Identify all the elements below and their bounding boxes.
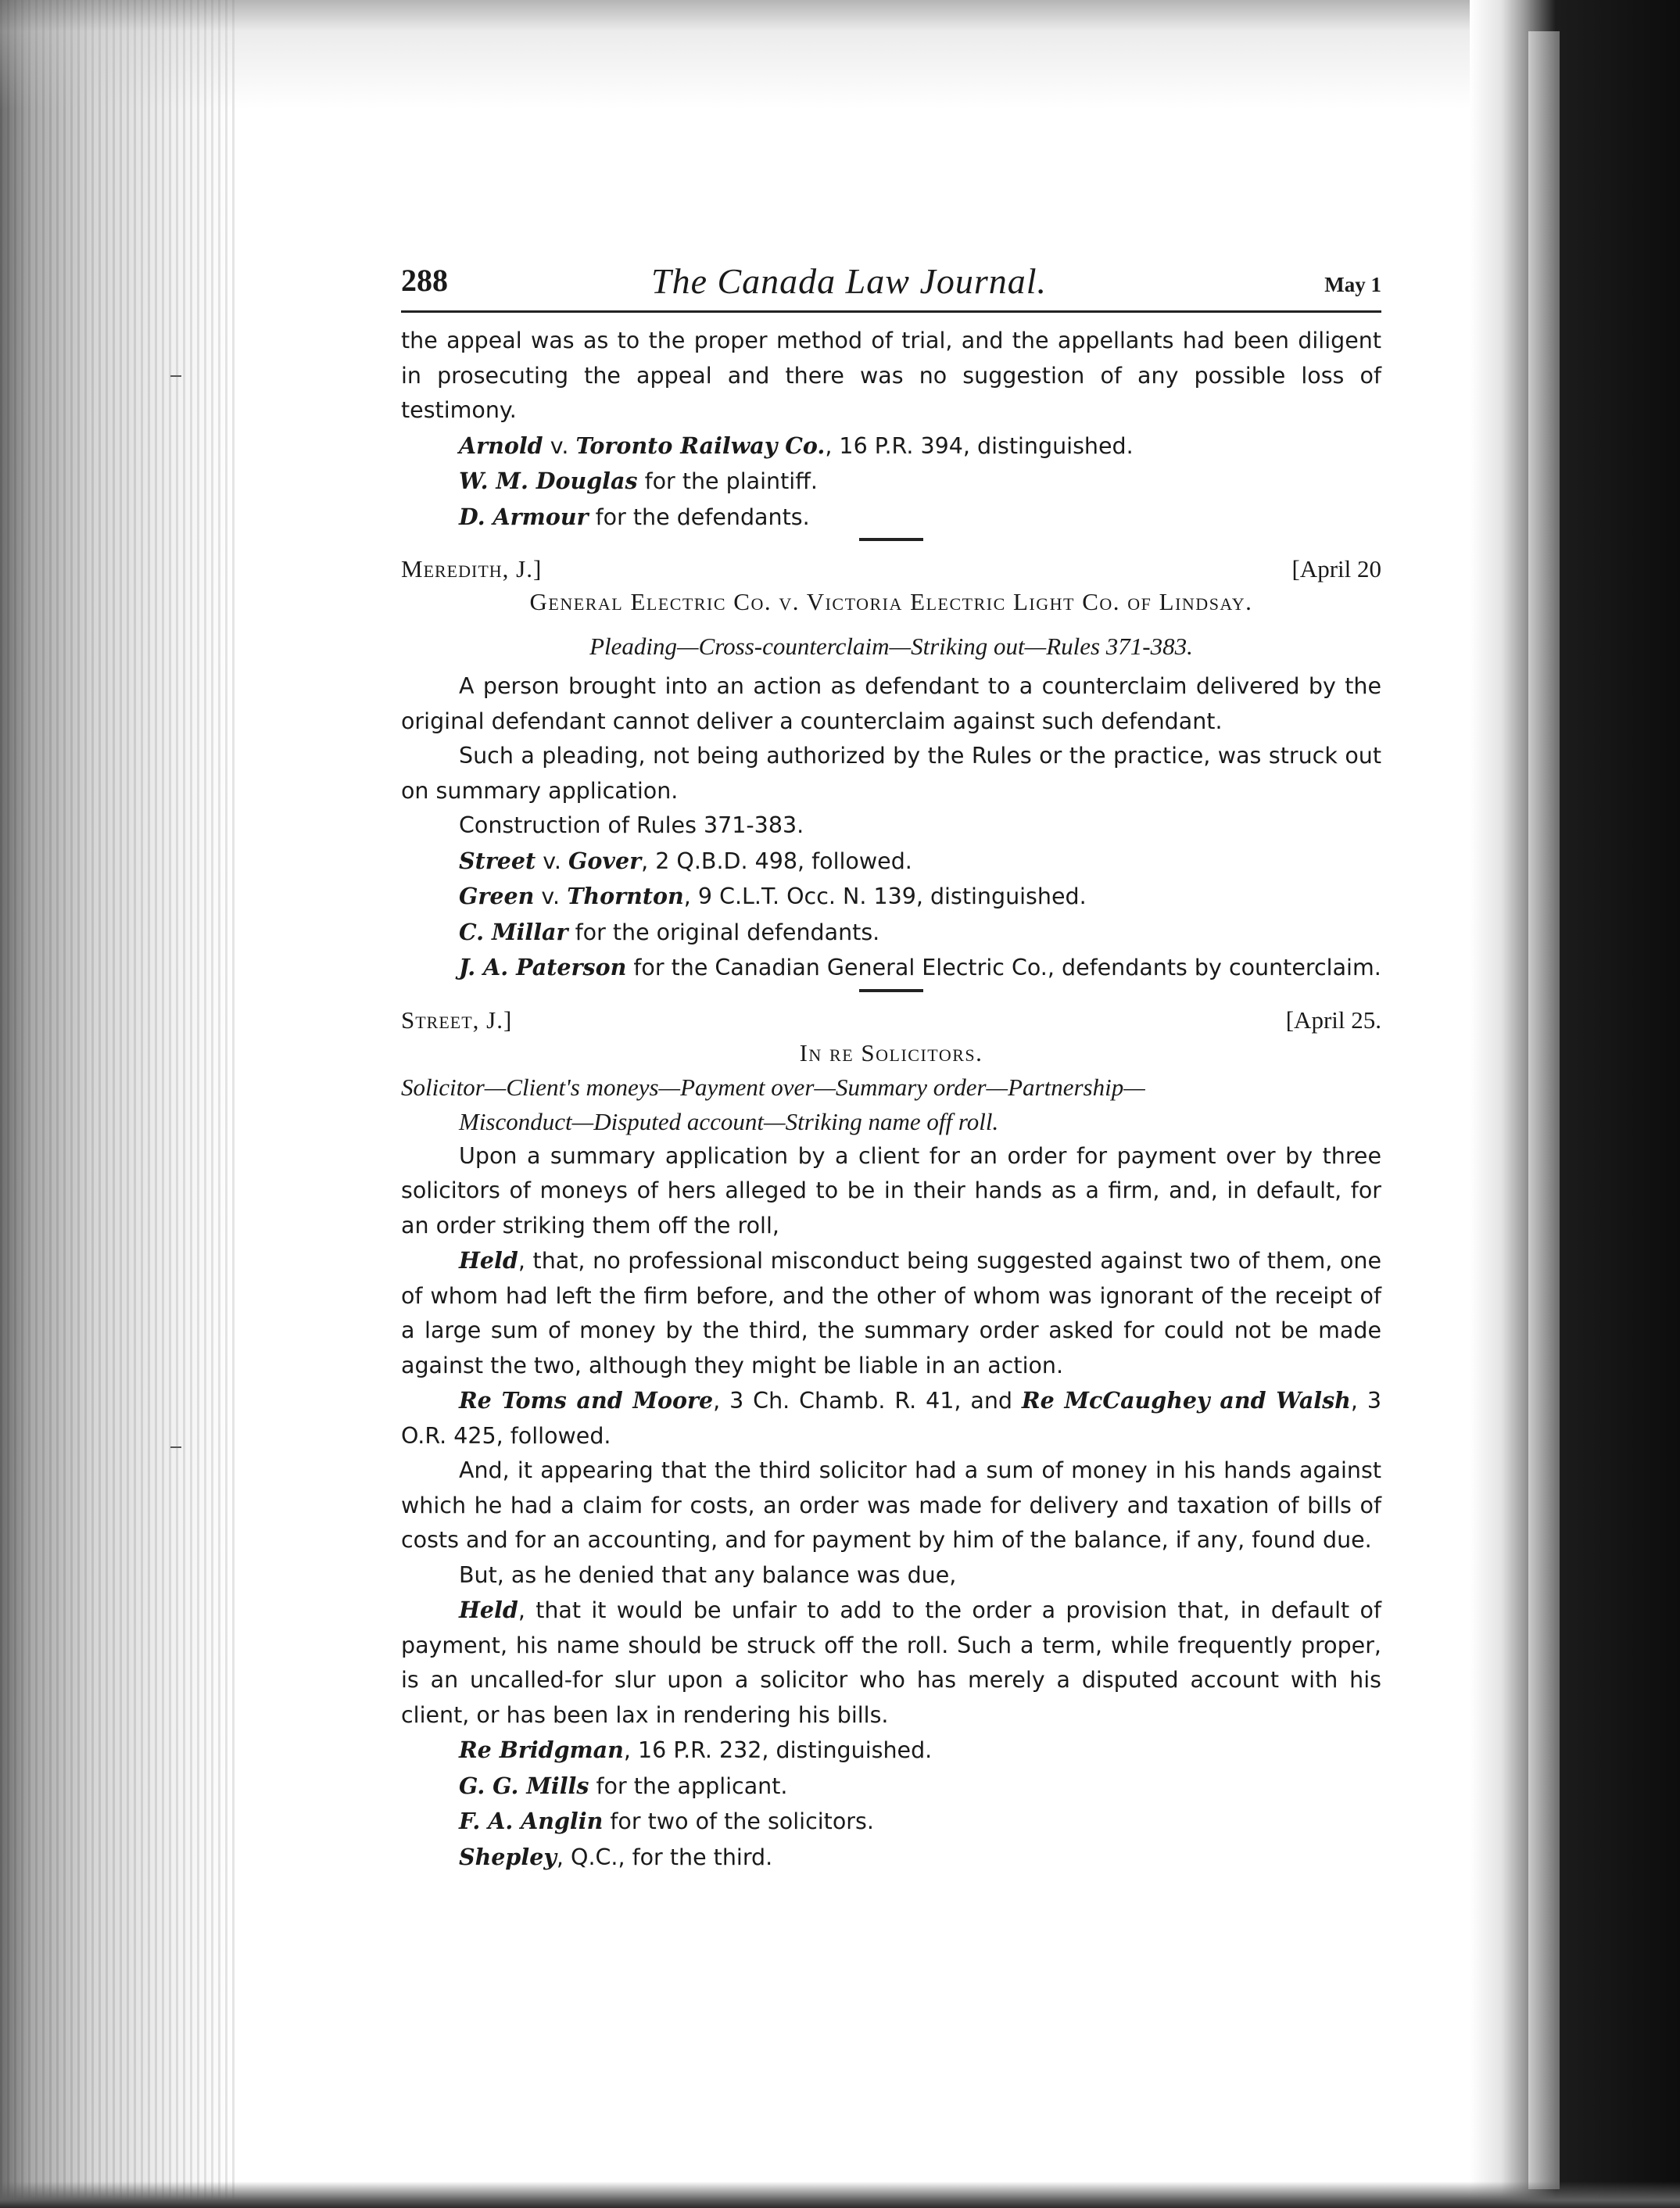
- held-paragraph: Held, that, no professional misconduct being suggested against two of them, one of whom had left the firm before, and the other of whom was ignorant of the receipt of a large sum of money by the third, the summary order asked for could not be made against the two, although they might be liable in an action.: [401, 1247, 1381, 1378]
- citation-line: Re Toms and Moore, 3 Ch. Chamb. R. 41, and Re McCaughey and Walsh, 3 O.R. 425, followed.: [401, 1387, 1381, 1449]
- case-date: [April 20: [1291, 555, 1381, 582]
- body-paragraph: But, as he denied that any balance was due,: [459, 1561, 957, 1588]
- case-title: General Electric Co. v. Victoria Electric Light Co. of Lindsay.: [529, 588, 1253, 615]
- scan-left-edge: [0, 0, 235, 2208]
- citation-line: Green v. Thornton, 9 C.L.T. Occ. N. 139, distinguished.: [459, 883, 1087, 909]
- body-paragraph: Such a pleading, not being authorized by the Rules or the practice, was struck out on summary application.: [401, 743, 1381, 804]
- counsel-line: W. M. Douglas for the plaintiff.: [459, 468, 818, 494]
- body-paragraph: And, it appearing that the third solicitor had a sum of money in his hands against which he had a claim for costs, an order was made for delivery and taxation of bills of costs and for an accounting, and for payment by him of the balance, if any, found due.: [401, 1457, 1381, 1553]
- article-body: [401, 324, 1381, 1875]
- running-head: [401, 254, 1381, 313]
- counsel-line: F. A. Anglin for two of the solicitors.: [459, 1808, 874, 1834]
- body-paragraph: Upon a summary application by a client for an order for payment over by three solicitors of moneys of hers alleged to be in their hands as a firm, and, in default, for an order striking them off the roll,: [401, 1142, 1381, 1238]
- judge-name: Street, J.]: [401, 1005, 513, 1034]
- counsel-line: G. G. Mills for the applicant.: [459, 1772, 788, 1799]
- journal-page: [401, 254, 1381, 1875]
- case-header: [401, 550, 1381, 585]
- citation-line: Arnold v. Toronto Railway Co., 16 P.R. 394, distinguished.: [459, 432, 1134, 459]
- continued-paragraph: the appeal was as to the proper method of trial, and the appellants had been diligent in prosecuting the appeal and there was no suggestion of any possible loss of testimony.: [401, 328, 1381, 423]
- scan-right-page-fold: [1528, 31, 1560, 2189]
- issue-date: May 1: [1324, 273, 1381, 296]
- margin-tick: [170, 375, 181, 377]
- case-date: [April 25.: [1285, 1005, 1381, 1034]
- scan-bottom-edge: [0, 2181, 1680, 2208]
- case-headnote: Solicitor—Client's moneys—Payment over—Summary order—Partnership— Misconduct—Disputed account—Striking name off roll.: [401, 1073, 1145, 1135]
- scan-top-edge: [0, 0, 1680, 109]
- held-paragraph: Held, that it would be unfair to add to the order a provision that, in default of payment, his name should be struck off the roll. Such a term, while frequently proper, is an uncalled-for slur upon a solicitor who has merely a disputed account with his client, or has been lax in rendering his bills.: [401, 1597, 1381, 1728]
- case-title: In re Solicitors.: [799, 1038, 983, 1066]
- citation-line: Street v. Gover, 2 Q.B.D. 498, followed.: [459, 847, 912, 874]
- citation-line: Re Bridgman, 16 P.R. 232, distinguished.: [459, 1737, 933, 1763]
- case-headnote: Pleading—Cross-counterclaim—Striking out—Rules 371-383.: [589, 633, 1193, 660]
- page-number: 288: [401, 263, 448, 298]
- body-paragraph: Construction of Rules 371-383.: [459, 812, 804, 838]
- section-divider: [859, 538, 923, 541]
- body-paragraph: A person brought into an action as defendant to a counterclaim delivered by the original defendant cannot deliver a counterclaim against such defendant.: [401, 673, 1381, 734]
- counsel-line: Shepley, Q.C., for the third.: [459, 1843, 773, 1870]
- counsel-line: J. A. Paterson for the Canadian General Electric Co., defendants by counterclaim.: [459, 954, 1381, 980]
- section-divider: [859, 989, 923, 992]
- case-header: [401, 1002, 1381, 1036]
- scan-right-edge: [1470, 0, 1680, 2208]
- counsel-line: D. Armour for the defendants.: [459, 503, 810, 530]
- journal-title: The Canada Law Journal.: [651, 261, 1048, 301]
- counsel-line: C. Millar for the original defendants.: [459, 918, 880, 945]
- judge-name: Meredith, J.]: [401, 555, 543, 582]
- margin-tick: [170, 1446, 181, 1448]
